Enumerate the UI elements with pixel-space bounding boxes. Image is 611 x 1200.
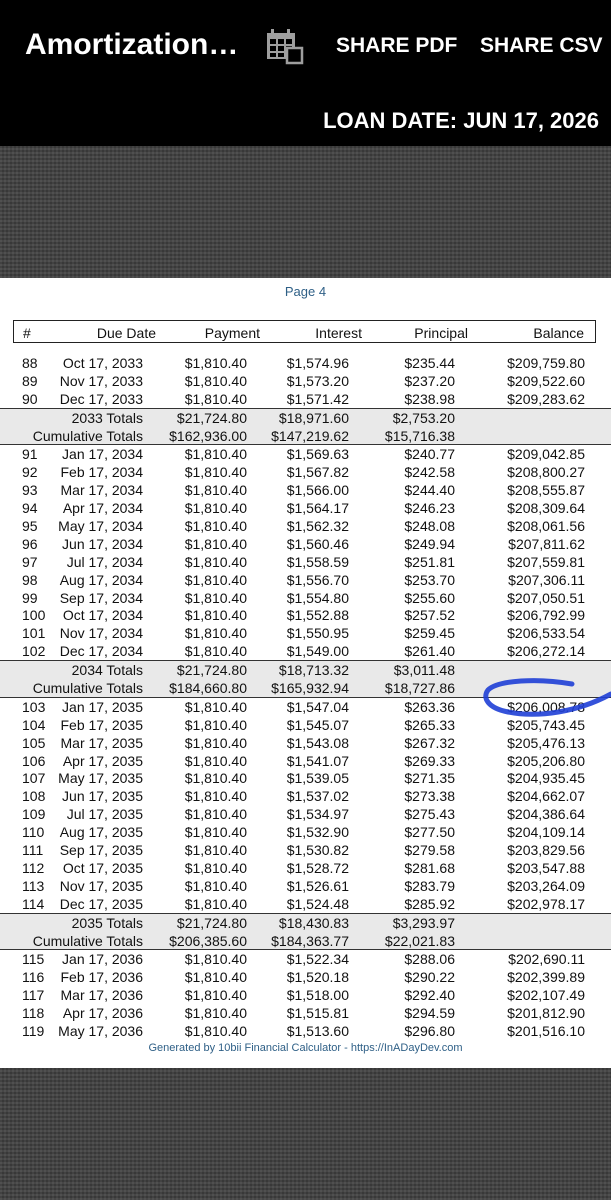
loan-date-label: LOAN DATE: JUN 17, 2026 (323, 108, 599, 133)
table-row (0, 1022, 611, 1040)
header-payment: Payment (204, 325, 260, 341)
payment-cell: $1,810.40 (184, 752, 247, 769)
payment-cell: $1,810.40 (184, 877, 247, 894)
interest-cell: $1,537.02 (286, 788, 349, 805)
table-row (0, 752, 611, 770)
interest-cell: $1,574.96 (286, 355, 349, 371)
principal-cell: $255.60 (404, 589, 455, 606)
principal-cell: $3,011.48 (393, 662, 455, 679)
principal-cell: $242.58 (404, 464, 455, 481)
principal-cell: $277.50 (404, 824, 455, 841)
principal-cell: $279.58 (404, 842, 455, 859)
balance-cell: $203,547.88 (507, 859, 585, 876)
payment-number-cell: 96 (22, 535, 38, 552)
totals-row (0, 427, 611, 445)
interest-cell: $1,562.32 (286, 518, 349, 535)
table-row (0, 823, 611, 841)
header-number: # (23, 325, 31, 341)
principal-cell: $275.43 (404, 806, 455, 823)
interest-cell: $1,513.60 (286, 1022, 349, 1039)
balance-cell: $208,061.56 (507, 518, 585, 535)
payment-number-cell: 105 (22, 734, 46, 751)
header-balance: Balance (533, 325, 584, 341)
due-date-cell: Apr 17, 2036 (62, 1005, 143, 1022)
interest-cell: $1,541.07 (286, 752, 349, 769)
due-date-cell: May 17, 2036 (58, 1022, 143, 1039)
principal-cell: $265.33 (404, 716, 455, 733)
principal-cell: $249.94 (404, 535, 455, 552)
payment-cell: $184,660.80 (169, 680, 247, 697)
payment-number-cell: 90 (22, 390, 38, 407)
table-row (0, 697, 611, 716)
balance-cell: $208,309.64 (507, 500, 585, 517)
balance-cell: $204,935.45 (507, 770, 585, 787)
table-row (0, 877, 611, 895)
interest-cell: $1,534.97 (286, 806, 349, 823)
due-date-cell: Mar 17, 2036 (60, 987, 143, 1004)
interest-cell: $18,713.32 (278, 662, 349, 679)
payment-number-cell: 113 (22, 877, 45, 894)
payment-number-cell: 92 (22, 464, 38, 481)
balance-cell: $209,042.85 (507, 446, 585, 463)
balance-cell: $205,476.13 (507, 734, 585, 751)
interest-cell: $18,971.60 (278, 409, 349, 426)
payment-cell: $1,810.40 (184, 806, 247, 823)
calendar-icon[interactable] (265, 28, 305, 66)
due-date-cell: Jan 17, 2034 (62, 446, 143, 463)
payment-number-cell: 100 (22, 607, 46, 624)
table-row (0, 624, 611, 642)
table-row (0, 734, 611, 752)
payment-cell: $1,810.40 (184, 553, 247, 570)
interest-cell: $1,528.72 (286, 859, 349, 876)
table-row (0, 606, 611, 624)
payment-number-cell: 97 (22, 553, 38, 570)
due-date-cell: Sep 17, 2035 (59, 842, 143, 859)
interest-cell: $1,524.48 (286, 895, 349, 912)
payment-number-cell: 99 (22, 589, 38, 606)
share-csv-button[interactable]: SHARE CSV (480, 34, 603, 57)
interest-cell: $1,526.61 (286, 877, 349, 894)
balance-cell: $206,792.99 (507, 607, 585, 624)
table-row (0, 390, 611, 408)
interest-cell: $1,549.00 (286, 643, 349, 660)
balance-cell: $207,050.51 (507, 589, 585, 606)
interest-cell: $1,569.63 (286, 446, 349, 463)
interest-cell: $1,543.08 (286, 734, 349, 751)
interest-cell: $1,556.70 (286, 571, 349, 588)
table-row (0, 895, 611, 913)
table-row (0, 1004, 611, 1022)
interest-cell: $1,530.82 (286, 842, 349, 859)
balance-cell: $201,516.10 (507, 1022, 585, 1039)
payment-number-cell: 106 (22, 752, 46, 769)
payment-cell: $1,810.40 (184, 571, 247, 588)
due-date-cell: Oct 17, 2035 (62, 859, 143, 876)
payment-number-cell: 118 (22, 1005, 45, 1022)
payment-cell: $1,810.40 (184, 951, 247, 968)
totals-label: Cumulative Totals (32, 932, 143, 949)
payment-cell: $1,810.40 (184, 895, 247, 912)
payment-cell: $206,385.60 (169, 932, 247, 949)
balance-cell: $205,743.45 (507, 716, 585, 733)
principal-cell: $296.80 (404, 1022, 455, 1039)
interest-cell: $1,571.42 (286, 390, 349, 407)
balance-cell: $206,272.14 (507, 643, 585, 660)
interest-cell: $1,558.59 (286, 553, 349, 570)
principal-cell: $22,021.83 (384, 932, 455, 949)
payment-cell: $162,936.00 (169, 427, 247, 444)
interest-cell: $1,554.80 (286, 589, 349, 606)
interest-cell: $1,550.95 (286, 625, 349, 642)
balance-cell: $207,811.62 (508, 535, 585, 552)
principal-cell: $240.77 (404, 446, 455, 463)
interest-cell: $1,522.34 (286, 951, 349, 968)
totals-row (0, 913, 611, 932)
due-date-cell: May 17, 2035 (58, 770, 143, 787)
due-date-cell: May 17, 2034 (58, 518, 143, 535)
payment-cell: $1,810.40 (184, 1022, 247, 1039)
interest-cell: $1,520.18 (286, 969, 349, 986)
share-pdf-button[interactable]: SHARE PDF (336, 34, 458, 57)
payment-cell: $1,810.40 (184, 355, 247, 371)
interest-cell: $1,539.05 (286, 770, 349, 787)
due-date-cell: Jan 17, 2036 (62, 951, 143, 968)
totals-row (0, 932, 611, 950)
due-date-cell: Aug 17, 2035 (59, 824, 143, 841)
payment-cell: $21,724.80 (176, 409, 247, 426)
due-date-cell: Feb 17, 2035 (60, 716, 143, 733)
totals-label: Cumulative Totals (32, 427, 143, 444)
interest-cell: $1,532.90 (286, 824, 349, 841)
interest-cell: $147,219.62 (271, 427, 349, 444)
interest-cell: $1,567.82 (286, 464, 349, 481)
app-bar (0, 0, 611, 146)
header-interest: Interest (315, 325, 362, 341)
principal-cell: $263.36 (404, 698, 455, 715)
payment-number-cell: 115 (22, 951, 45, 968)
due-date-cell: Jul 17, 2034 (66, 553, 143, 570)
pdf-page[interactable] (0, 278, 611, 1068)
payment-number-cell: 114 (22, 895, 45, 912)
principal-cell: $288.06 (404, 951, 455, 968)
table-row (0, 716, 611, 734)
due-date-cell: Apr 17, 2034 (62, 500, 143, 517)
table-row (0, 986, 611, 1004)
interest-cell: $184,363.77 (271, 932, 349, 949)
payment-cell: $1,810.40 (184, 482, 247, 499)
page-label: Page 4 (284, 284, 327, 299)
payment-cell: $1,810.40 (184, 372, 247, 389)
payment-number-cell: 110 (22, 824, 45, 841)
table-row (0, 642, 611, 660)
table-row (0, 968, 611, 986)
due-date-cell: Nov 17, 2035 (59, 877, 143, 894)
payment-cell: $1,810.40 (184, 969, 247, 986)
payment-cell: $1,810.40 (184, 446, 247, 463)
principal-cell: $261.40 (404, 643, 455, 660)
payment-number-cell: 117 (22, 987, 45, 1004)
interest-cell: $1,547.04 (286, 698, 349, 715)
interest-cell: $1,560.46 (286, 535, 349, 552)
balance-cell: $202,107.49 (507, 987, 585, 1004)
principal-cell: $251.81 (404, 553, 455, 570)
balance-cell: $201,812.90 (507, 1005, 585, 1022)
table-row (0, 517, 611, 535)
payment-cell: $1,810.40 (184, 842, 247, 859)
interest-cell: $1,518.00 (286, 987, 349, 1004)
due-date-cell: Jan 17, 2035 (62, 698, 143, 715)
payment-number-cell: 108 (22, 788, 46, 805)
balance-cell: $207,306.11 (508, 571, 585, 588)
table-row (0, 481, 611, 499)
totals-label: 2035 Totals (71, 914, 143, 931)
balance-cell: $209,759.80 (507, 355, 585, 371)
totals-row (0, 660, 611, 679)
payment-number-cell: 98 (22, 571, 38, 588)
due-date-cell: Dec 17, 2035 (59, 895, 143, 912)
payment-cell: $1,810.40 (184, 770, 247, 787)
payment-number-cell: 94 (22, 500, 38, 517)
background-texture-bottom (0, 1068, 611, 1200)
interest-cell: $165,932.94 (271, 680, 349, 697)
principal-cell: $238.98 (404, 390, 455, 407)
table-row (0, 805, 611, 823)
payment-number-cell: 104 (22, 716, 46, 733)
table-row (0, 444, 611, 463)
payment-number-cell: 112 (22, 859, 45, 876)
interest-cell: $18,430.83 (278, 914, 349, 931)
payment-cell: $1,810.40 (184, 987, 247, 1004)
balance-cell: $208,800.27 (507, 464, 585, 481)
balance-cell: $203,264.09 (507, 877, 585, 894)
payment-number-cell: 101 (22, 625, 46, 642)
totals-label: 2033 Totals (71, 409, 143, 426)
principal-cell: $259.45 (404, 625, 455, 642)
balance-cell: $208,555.87 (507, 482, 585, 499)
balance-cell: $206,533.54 (507, 625, 585, 642)
table-row (0, 787, 611, 805)
payment-cell: $21,724.80 (176, 914, 247, 931)
principal-cell: $253.70 (404, 571, 455, 588)
balance-cell: $202,978.17 (507, 895, 585, 912)
payment-cell: $1,810.40 (184, 535, 247, 552)
interest-cell: $1,564.17 (286, 500, 349, 517)
principal-cell: $248.08 (404, 518, 455, 535)
principal-cell: $2,753.20 (392, 409, 455, 426)
due-date-cell: Feb 17, 2036 (60, 969, 143, 986)
payment-cell: $1,810.40 (184, 390, 247, 407)
payment-cell: $1,810.40 (184, 500, 247, 517)
table-row (0, 535, 611, 553)
payment-cell: $1,810.40 (184, 518, 247, 535)
due-date-cell: Jul 17, 2035 (66, 806, 143, 823)
principal-cell: $281.68 (404, 859, 455, 876)
interest-cell: $1,515.81 (286, 1005, 349, 1022)
interest-cell: $1,573.20 (286, 372, 349, 389)
due-date-cell: Mar 17, 2034 (60, 482, 143, 499)
totals-row (0, 408, 611, 427)
principal-cell: $283.79 (404, 877, 455, 894)
balance-cell: $203,829.56 (507, 842, 585, 859)
table-header (13, 320, 596, 343)
due-date-cell: Jun 17, 2035 (62, 788, 143, 805)
due-date-cell: Nov 17, 2034 (59, 625, 143, 642)
header-due-date: Due Date (96, 325, 156, 341)
principal-cell: $294.59 (404, 1005, 455, 1022)
payment-cell: $1,810.40 (184, 1005, 247, 1022)
payment-number-cell: 116 (22, 969, 45, 986)
payment-number-cell: 119 (22, 1022, 45, 1039)
due-date-cell: Oct 17, 2034 (62, 607, 143, 624)
payment-cell: $1,810.40 (184, 734, 247, 751)
principal-cell: $3,293.97 (392, 914, 455, 931)
due-date-cell: Mar 17, 2035 (60, 734, 143, 751)
due-date-cell: Nov 17, 2033 (59, 372, 143, 389)
table-row (0, 859, 611, 877)
screen-title: Amortization… (25, 28, 239, 61)
balance-cell: $207,559.81 (507, 553, 585, 570)
interest-cell: $1,552.88 (286, 607, 349, 624)
due-date-cell: Jun 17, 2034 (62, 535, 143, 552)
payment-number-cell: 103 (22, 698, 46, 715)
table-row (0, 589, 611, 607)
payment-cell: $1,810.40 (184, 824, 247, 841)
principal-cell: $269.33 (404, 752, 455, 769)
table-row (0, 463, 611, 481)
balance-cell: $209,522.60 (507, 372, 585, 389)
table-row (0, 571, 611, 589)
balance-cell: $206,008.78 (507, 698, 585, 715)
payment-number-cell: 93 (22, 482, 38, 499)
payment-number-cell: 111 (22, 842, 44, 859)
balance-cell: $204,109.14 (507, 824, 585, 841)
principal-cell: $18,727.86 (384, 680, 455, 697)
principal-cell: $244.40 (404, 482, 455, 499)
payment-cell: $1,810.40 (184, 859, 247, 876)
payment-cell: $1,810.40 (184, 607, 247, 624)
interest-cell: $1,545.07 (286, 716, 349, 733)
due-date-cell: Sep 17, 2034 (59, 589, 143, 606)
principal-cell: $271.35 (404, 770, 455, 787)
table-row (0, 553, 611, 571)
principal-cell: $267.32 (404, 734, 455, 751)
due-date-cell: Dec 17, 2033 (59, 390, 143, 407)
balance-cell: $204,662.07 (507, 788, 585, 805)
principal-cell: $285.92 (404, 895, 455, 912)
payment-cell: $21,724.80 (176, 662, 247, 679)
payment-number-cell: 95 (22, 518, 38, 535)
principal-cell: $237.20 (404, 372, 455, 389)
principal-cell: $246.23 (404, 500, 455, 517)
payment-cell: $1,810.40 (184, 788, 247, 805)
principal-cell: $273.38 (404, 788, 455, 805)
payment-number-cell: 109 (22, 806, 46, 823)
background-texture-top (0, 146, 611, 278)
balance-cell: $209,283.62 (507, 390, 585, 407)
payment-cell: $1,810.40 (184, 625, 247, 642)
table-row (0, 949, 611, 968)
principal-cell: $235.44 (404, 355, 455, 371)
due-date-cell: Apr 17, 2035 (62, 752, 143, 769)
table-row (0, 499, 611, 517)
due-date-cell: Feb 17, 2034 (60, 464, 143, 481)
principal-cell: $257.52 (404, 607, 455, 624)
table-row (0, 354, 611, 372)
due-date-cell: Dec 17, 2034 (59, 643, 143, 660)
header-principal: Principal (414, 325, 468, 341)
payment-number-cell: 91 (22, 446, 38, 463)
totals-label: 2034 Totals (71, 662, 143, 679)
table-row (0, 372, 611, 390)
interest-cell: $1,566.00 (286, 482, 349, 499)
payment-number-cell: 88 (22, 355, 38, 371)
amortization-table-body (0, 354, 611, 1040)
payment-cell: $1,810.40 (184, 716, 247, 733)
payment-cell: $1,810.40 (184, 698, 247, 715)
balance-cell: $205,206.80 (507, 752, 585, 769)
payment-cell: $1,810.40 (184, 643, 247, 660)
balance-cell: $202,399.89 (507, 969, 585, 986)
totals-row (0, 679, 611, 697)
due-date-cell: Oct 17, 2033 (62, 355, 143, 371)
table-row (0, 769, 611, 787)
totals-label: Cumulative Totals (32, 680, 143, 697)
payment-number-cell: 102 (22, 643, 46, 660)
due-date-cell: Aug 17, 2034 (59, 571, 143, 588)
balance-cell: $202,690.11 (508, 951, 585, 968)
payment-cell: $1,810.40 (184, 464, 247, 481)
payment-number-cell: 107 (22, 770, 46, 787)
principal-cell: $290.22 (404, 969, 455, 986)
payment-number-cell: 89 (22, 372, 38, 389)
table-row (0, 841, 611, 859)
principal-cell: $15,716.38 (384, 427, 455, 444)
payment-cell: $1,810.40 (184, 589, 247, 606)
balance-cell: $204,386.64 (507, 806, 585, 823)
generated-by-footer: Generated by 10bii Financial Calculator - https://InADayDev.com (148, 1042, 463, 1054)
principal-cell: $292.40 (404, 987, 455, 1004)
